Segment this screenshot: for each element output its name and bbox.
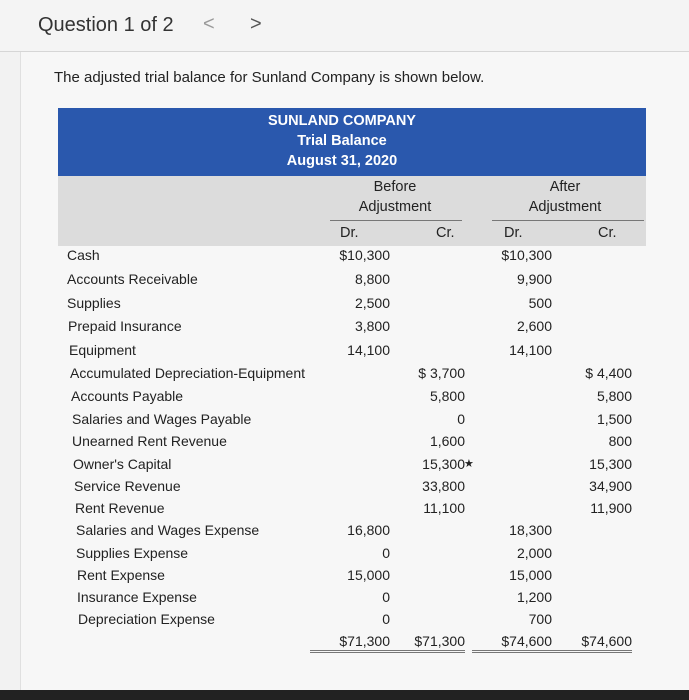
table-row [0,365,689,387]
before-header-rule [330,220,462,221]
account-name: Salaries and Wages Expense [76,522,260,538]
table-row [0,611,689,633]
before-debit: $10,300 [339,247,390,263]
totals-row [0,633,689,655]
after-credit: 800 [608,433,632,449]
before-debit: 15,000 [347,567,390,583]
table-row [0,388,689,410]
account-name: Prepaid Insurance [68,318,182,334]
before-credit-total: $71,300 [385,633,465,653]
account-name: Supplies Expense [76,545,189,561]
table-row [0,342,689,364]
before-credit: 11,100 [423,500,465,516]
after-debit: 2,000 [516,545,552,561]
table-row [0,271,689,293]
before-credit: 15,300 [422,456,465,472]
before-debit-total: $71,300 [310,633,390,653]
question-counter: Question 1 of 2 [38,14,174,36]
before-credit: 5,800 [429,388,465,404]
account-name: Accounts Receivable [67,271,198,287]
table-row [0,500,689,522]
after-credit: 11,900 [590,500,632,516]
before-debit: 0 [382,589,390,605]
table-row [0,522,689,544]
screen-bezel [0,690,689,700]
after-debit: 500 [528,295,552,311]
before-label-line2: Adjustment [358,199,432,215]
table-row [0,411,689,433]
before-debit: 0 [382,611,390,627]
question-intro: The adjusted trial balance for Sunland Company is shown below. [54,69,485,86]
before-debit: 16,800 [347,522,390,538]
after-debit: 1,200 [516,589,552,605]
before-credit: $ 3,700 [418,365,465,381]
table-row [0,567,689,589]
after-debit: 2,600 [516,318,552,334]
after-debit: 700 [528,611,552,627]
after-debit: 15,000 [509,567,552,583]
after-debit-total: $74,600 [472,633,552,653]
after-dr-header: Dr. [504,225,523,241]
before-debit: 0 [382,545,390,561]
after-credit: 34,900 [589,478,632,494]
after-credit: $ 4,400 [585,365,632,381]
account-name: Cash [67,247,100,263]
cursor-marker: ★ [464,458,474,470]
company-name: SUNLAND COMPANY [268,113,416,129]
before-adjustment-header [330,177,460,217]
before-cr-header: Cr. [436,225,455,241]
table-row [0,433,689,455]
before-credit: 1,600 [429,433,465,449]
account-name: Unearned Rent Revenue [72,433,227,449]
table-row [0,545,689,567]
before-debit: 2,500 [354,295,390,311]
after-header-rule [492,220,644,221]
after-debit: 14,100 [509,342,552,358]
after-debit: 9,900 [516,271,552,287]
after-label-line2: Adjustment [528,199,602,215]
statement-title: Trial Balance [297,133,387,149]
after-credit: 15,300 [589,456,632,472]
account-name: Rent Expense [77,567,165,583]
account-name: Salaries and Wages Payable [72,411,252,427]
account-name: Insurance Expense [77,589,197,605]
before-credit: 0 [457,411,465,427]
table-row [0,589,689,611]
account-name: Rent Revenue [75,500,165,516]
previous-question-icon[interactable]: < [203,13,215,35]
account-name: Depreciation Expense [78,611,215,627]
before-label-line1: Before [373,179,417,195]
table-row [0,456,689,478]
after-label-line1: After [549,179,581,195]
account-name: Equipment [69,342,136,358]
account-name: Supplies [67,295,121,311]
question-header [0,0,689,52]
account-name: Owner's Capital [73,456,172,472]
next-question-icon[interactable]: > [250,13,262,35]
after-debit: 18,300 [509,522,552,538]
account-name: Service Revenue [74,478,181,494]
table-row [0,478,689,500]
account-name: Accumulated Depreciation-Equipment [70,365,306,381]
table-row [0,247,689,269]
after-credit: 1,500 [596,411,632,427]
trial-balance-title-block [58,108,646,176]
before-debit: 14,100 [347,342,390,358]
account-name: Accounts Payable [71,388,184,404]
after-adjustment-header [495,177,635,217]
before-dr-header: Dr. [340,225,359,241]
after-debit: $10,300 [501,247,552,263]
after-credit-total: $74,600 [552,633,632,653]
after-cr-header: Cr. [598,225,617,241]
statement-date: August 31, 2020 [286,153,398,169]
before-debit: 8,800 [354,271,390,287]
before-credit: 33,800 [422,478,465,494]
after-credit: 5,800 [596,388,632,404]
table-row [0,318,689,340]
before-debit: 3,800 [354,318,390,334]
table-row [0,295,689,317]
